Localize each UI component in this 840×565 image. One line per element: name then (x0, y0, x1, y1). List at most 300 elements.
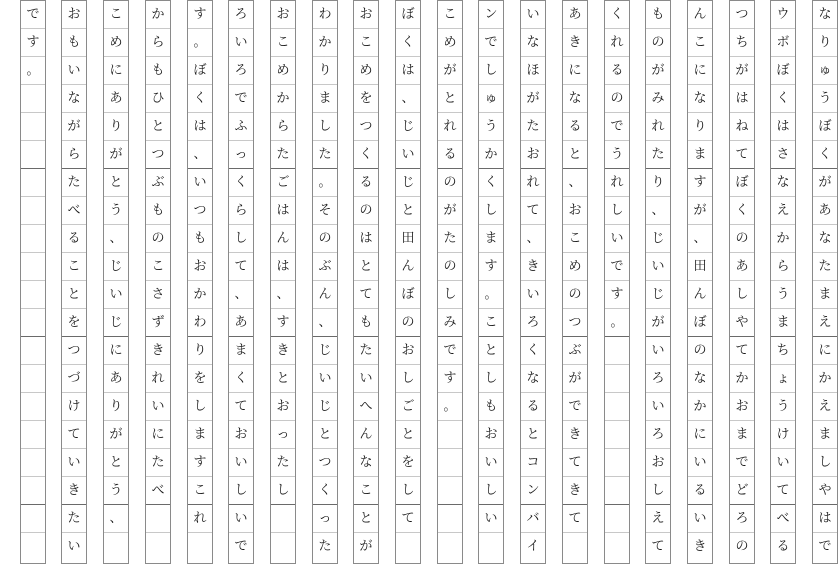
manuscript-cell: え (771, 197, 795, 225)
manuscript-cell (21, 225, 45, 253)
manuscript-cell: ど (730, 477, 754, 505)
manuscript-cell (438, 449, 462, 477)
manuscript-cell: お (479, 421, 503, 449)
manuscript-cell: る (521, 393, 545, 421)
manuscript-cell: き (62, 477, 86, 505)
manuscript-cell: て (730, 337, 754, 365)
manuscript-cell: た (62, 169, 86, 197)
manuscript-cell: じ (396, 113, 420, 141)
manuscript-cell: と (62, 281, 86, 309)
manuscript-cell: く (479, 169, 503, 197)
manuscript-cell: で (818, 539, 832, 554)
manuscript-cell: ん (271, 225, 295, 253)
manuscript-cell: か (771, 225, 795, 253)
manuscript-cell: 、 (104, 505, 128, 533)
manuscript-cell: く (521, 337, 545, 365)
manuscript-cell: ぶ (146, 169, 170, 197)
manuscript-cell: の (146, 225, 170, 253)
manuscript-cell: し (396, 477, 420, 505)
manuscript-cell: こ (104, 1, 128, 29)
manuscript-cell: え (646, 505, 670, 533)
manuscript-cell: く (354, 141, 378, 169)
manuscript-cell: べ (62, 197, 86, 225)
manuscript-cell: き (271, 337, 295, 365)
manuscript-cell: が (438, 57, 462, 85)
manuscript-cell: へ (354, 393, 378, 421)
manuscript-column (478, 0, 504, 564)
manuscript-cell: て (62, 421, 86, 449)
manuscript-cell: 。 (438, 393, 462, 421)
manuscript-cell: あ (104, 85, 128, 113)
manuscript-cell: し (396, 365, 420, 393)
manuscript-cell: き (693, 539, 707, 554)
manuscript-cell: る (605, 57, 629, 85)
manuscript-cell: 。 (313, 169, 337, 197)
manuscript-cell: 、 (313, 309, 337, 337)
manuscript-cell (21, 281, 45, 309)
manuscript-cell: ん (354, 421, 378, 449)
manuscript-cell: し (479, 197, 503, 225)
manuscript-cell (21, 505, 45, 533)
manuscript-cell: じ (396, 169, 420, 197)
manuscript-cell: ょ (771, 365, 795, 393)
manuscript-cell: で (21, 1, 45, 29)
manuscript-cell: す (188, 1, 212, 29)
manuscript-cell: た (313, 141, 337, 169)
manuscript-cell: ら (62, 141, 86, 169)
manuscript-cell: か (313, 29, 337, 57)
manuscript-cell: ん (396, 253, 420, 281)
manuscript-cell: う (104, 477, 128, 505)
manuscript-column (61, 0, 87, 564)
manuscript-cell: し (271, 477, 295, 505)
manuscript-cell: ま (730, 421, 754, 449)
manuscript-cell: え (813, 393, 837, 421)
manuscript-cell: ぶ (313, 253, 337, 281)
manuscript-cell: ら (146, 29, 170, 57)
manuscript-cell: ウ (771, 1, 795, 29)
manuscript-cell: 、 (271, 281, 295, 309)
manuscript-cell: れ (146, 365, 170, 393)
manuscript-cell: れ (438, 113, 462, 141)
manuscript-cell: お (646, 449, 670, 477)
manuscript-cell: つ (62, 337, 86, 365)
manuscript-cell: わ (313, 1, 337, 29)
manuscript-cell: で (438, 337, 462, 365)
manuscript-cell: う (813, 85, 837, 113)
manuscript-cell: ろ (646, 365, 670, 393)
manuscript-cell (396, 533, 420, 561)
manuscript-cell: い (229, 449, 253, 477)
manuscript-column (604, 0, 630, 564)
manuscript-cell: で (234, 539, 248, 554)
manuscript-cell: づ (62, 365, 86, 393)
manuscript-column (437, 0, 463, 564)
manuscript-cell: い (62, 57, 86, 85)
manuscript-cell: に (104, 57, 128, 85)
manuscript-cell: め (354, 57, 378, 85)
manuscript-cell: も (354, 309, 378, 337)
manuscript-cell: を (188, 365, 212, 393)
manuscript-cell: ぼ (813, 113, 837, 141)
manuscript-cell: ぼ (396, 281, 420, 309)
manuscript-cell (21, 141, 45, 169)
manuscript-cell: な (62, 85, 86, 113)
manuscript-cell (563, 533, 587, 561)
manuscript-cell: け (771, 421, 795, 449)
manuscript-cell: と (396, 197, 420, 225)
manuscript-cell: し (229, 225, 253, 253)
manuscript-cell: と (104, 449, 128, 477)
manuscript-cell: く (396, 29, 420, 57)
manuscript-cell: す (688, 169, 712, 197)
manuscript-cell: を (396, 449, 420, 477)
manuscript-cell: な (688, 85, 712, 113)
manuscript-cell: こ (479, 309, 503, 337)
manuscript-cell: ゅ (479, 85, 503, 113)
manuscript-cell: た (318, 539, 332, 554)
manuscript-column (187, 0, 213, 564)
manuscript-cell: ま (813, 421, 837, 449)
manuscript-cell: め (271, 57, 295, 85)
manuscript-cell: み (438, 309, 462, 337)
manuscript-cell: ち (771, 337, 795, 365)
manuscript-cell (605, 449, 629, 477)
manuscript-cell: お (354, 1, 378, 29)
manuscript-cell: こ (354, 477, 378, 505)
manuscript-cell: 田 (396, 225, 420, 253)
manuscript-cell: コ (521, 449, 545, 477)
manuscript-cell: ぼ (396, 1, 420, 29)
manuscript-cell: ゅ (813, 57, 837, 85)
manuscript-cell: お (188, 253, 212, 281)
manuscript-column (103, 0, 129, 564)
manuscript-cell (21, 421, 45, 449)
manuscript-cell: く (605, 1, 629, 29)
manuscript-cell: に (688, 421, 712, 449)
manuscript-cell: と (479, 337, 503, 365)
manuscript-cell: に (104, 337, 128, 365)
manuscript-cell: た (271, 449, 295, 477)
manuscript-cell: ま (813, 281, 837, 309)
manuscript-cell: し (479, 365, 503, 393)
manuscript-cell: ろ (730, 505, 754, 533)
manuscript-cell: と (563, 141, 587, 169)
manuscript-cell: く (771, 85, 795, 113)
manuscript-cell: つ (188, 197, 212, 225)
manuscript-cell: 、 (688, 225, 712, 253)
manuscript-cell: ひ (146, 85, 170, 113)
manuscript-cell: が (813, 169, 837, 197)
manuscript-cell: 、 (646, 197, 670, 225)
manuscript-cell: の (605, 85, 629, 113)
manuscript-cell: じ (104, 253, 128, 281)
manuscript-cell: そ (313, 197, 337, 225)
manuscript-cell: は (771, 113, 795, 141)
manuscript-cell: た (146, 449, 170, 477)
manuscript-cell: 。 (605, 309, 629, 337)
manuscript-cell: す (21, 29, 45, 57)
manuscript-cell: つ (563, 309, 587, 337)
manuscript-cell (438, 421, 462, 449)
manuscript-cell (605, 421, 629, 449)
manuscript-cell: こ (146, 253, 170, 281)
manuscript-cell (605, 365, 629, 393)
manuscript-cell: し (479, 57, 503, 85)
manuscript-cell: う (479, 113, 503, 141)
manuscript-cell: べ (771, 505, 795, 533)
manuscript-cell: ら (771, 253, 795, 281)
manuscript-cell: き (563, 29, 587, 57)
manuscript-cell: こ (688, 29, 712, 57)
manuscript-cell: あ (104, 365, 128, 393)
manuscript-cell: お (396, 337, 420, 365)
manuscript-cell: て (651, 539, 665, 554)
manuscript-cell: で (605, 113, 629, 141)
manuscript-cell: し (313, 113, 337, 141)
manuscript-cell: さ (771, 141, 795, 169)
manuscript-cell (21, 393, 45, 421)
manuscript-cell: で (229, 85, 253, 113)
manuscript-cell: を (354, 85, 378, 113)
manuscript-cell: と (271, 365, 295, 393)
manuscript-cell: 、 (563, 169, 587, 197)
manuscript-cell: ま (688, 141, 712, 169)
manuscript-cell: り (646, 169, 670, 197)
manuscript-cell (188, 533, 212, 561)
manuscript-cell: と (354, 253, 378, 281)
manuscript-cell: は (730, 85, 754, 113)
manuscript-cell: 。 (21, 57, 45, 85)
manuscript-cell: ま (188, 421, 212, 449)
manuscript-column (770, 0, 796, 564)
manuscript-cell: が (104, 421, 128, 449)
manuscript-column (395, 0, 421, 564)
manuscript-cell: く (188, 85, 212, 113)
manuscript-cell: す (188, 449, 212, 477)
manuscript-cell: り (688, 113, 712, 141)
manuscript-cell: か (730, 365, 754, 393)
manuscript-cell: き (146, 337, 170, 365)
manuscript-cell: ま (313, 85, 337, 113)
manuscript-cell: し (813, 449, 837, 477)
manuscript-cell: れ (605, 169, 629, 197)
manuscript-cell: も (188, 225, 212, 253)
manuscript-cell (21, 337, 45, 365)
manuscript-cell: ご (271, 169, 295, 197)
manuscript-cell: の (646, 29, 670, 57)
manuscript-cell: つ (354, 113, 378, 141)
manuscript-cell: て (563, 449, 587, 477)
manuscript-cell: ん (313, 281, 337, 309)
manuscript-cell (104, 533, 128, 561)
manuscript-cell: と (146, 113, 170, 141)
manuscript-cell: い (646, 337, 670, 365)
manuscript-cell (605, 393, 629, 421)
manuscript-cell: き (563, 477, 587, 505)
manuscript-cell: つ (313, 449, 337, 477)
manuscript-cell: お (62, 1, 86, 29)
manuscript-cell: い (62, 449, 86, 477)
manuscript-cell: の (735, 539, 749, 554)
manuscript-cell: が (104, 141, 128, 169)
manuscript-cell: う (771, 281, 795, 309)
manuscript-cell: れ (646, 113, 670, 141)
manuscript-cell: あ (730, 253, 754, 281)
manuscript-cell: し (229, 477, 253, 505)
manuscript-cell: の (438, 253, 462, 281)
manuscript-column (270, 0, 296, 564)
manuscript-cell: ら (271, 113, 295, 141)
manuscript-cell: っ (229, 141, 253, 169)
manuscript-cell: な (521, 365, 545, 393)
manuscript-cell: ほ (521, 57, 545, 85)
manuscript-cell: し (188, 393, 212, 421)
manuscript-cell: あ (813, 197, 837, 225)
manuscript-cell (21, 169, 45, 197)
manuscript-cell (21, 309, 45, 337)
manuscript-cell: が (688, 197, 712, 225)
manuscript-cell: と (354, 505, 378, 533)
manuscript-cell: の (313, 225, 337, 253)
manuscript-cell: ん (688, 1, 712, 29)
manuscript-cell: え (813, 309, 837, 337)
manuscript-cell (605, 337, 629, 365)
manuscript-cell: と (396, 421, 420, 449)
manuscript-cell: た (813, 253, 837, 281)
manuscript-cell: て (771, 477, 795, 505)
manuscript-cell: も (146, 57, 170, 85)
manuscript-cell: い (313, 365, 337, 393)
manuscript-cell: が (62, 113, 86, 141)
manuscript-cell: な (813, 1, 837, 29)
manuscript-cell (271, 505, 295, 533)
manuscript-column (812, 0, 838, 564)
manuscript-cell: ろ (229, 1, 253, 29)
manuscript-cell: す (605, 281, 629, 309)
manuscript-cell (21, 533, 45, 561)
manuscript-column (20, 0, 46, 564)
manuscript-cell: れ (521, 169, 545, 197)
manuscript-cell: し (479, 477, 503, 505)
manuscript-cell: の (688, 337, 712, 365)
manuscript-cell: が (646, 57, 670, 85)
manuscript-cell: じ (646, 225, 670, 253)
manuscript-cell: い (146, 393, 170, 421)
manuscript-cell: じ (646, 281, 670, 309)
manuscript-cell: く (730, 197, 754, 225)
manuscript-cell: い (188, 169, 212, 197)
manuscript-cell: る (62, 225, 86, 253)
manuscript-cell: お (271, 393, 295, 421)
manuscript-cell: ぼ (188, 57, 212, 85)
manuscript-cell: 、 (521, 225, 545, 253)
manuscript-cell: な (813, 225, 837, 253)
manuscript-cell: い (229, 29, 253, 57)
manuscript-cell: わ (188, 309, 212, 337)
manuscript-cell: き (521, 253, 545, 281)
manuscript-cell: で (563, 393, 587, 421)
manuscript-cell: た (646, 141, 670, 169)
manuscript-cell: い (771, 449, 795, 477)
manuscript-cell: て (730, 141, 754, 169)
manuscript-cell: ま (771, 309, 795, 337)
manuscript-cell: や (730, 309, 754, 337)
manuscript-cell: が (646, 309, 670, 337)
manuscript-cell: た (354, 337, 378, 365)
manuscript-cell: あ (563, 1, 587, 29)
manuscript-cell: し (605, 197, 629, 225)
manuscript-cell: が (438, 197, 462, 225)
manuscript-cell: て (563, 505, 587, 533)
manuscript-cell: る (438, 141, 462, 169)
manuscript-cell: こ (271, 29, 295, 57)
manuscript-cell: て (396, 505, 420, 533)
manuscript-cell: お (271, 1, 295, 29)
manuscript-cell: ろ (521, 309, 545, 337)
manuscript-cell (605, 505, 629, 533)
manuscript-cell: ふ (229, 113, 253, 141)
manuscript-cell: か (146, 1, 170, 29)
manuscript-cell: め (438, 29, 462, 57)
manuscript-cell: り (188, 337, 212, 365)
manuscript-cell: め (104, 29, 128, 57)
manuscript-cell: バ (521, 505, 545, 533)
manuscript-cell: い (479, 449, 503, 477)
manuscript-cell (21, 253, 45, 281)
manuscript-cell: も (479, 393, 503, 421)
manuscript-cell: り (813, 29, 837, 57)
manuscript-cell: ご (396, 393, 420, 421)
manuscript-cell: じ (313, 337, 337, 365)
manuscript-cell: っ (313, 505, 337, 533)
manuscript-cell: い (688, 449, 712, 477)
manuscript-cell: た (438, 225, 462, 253)
manuscript-cell: な (563, 85, 587, 113)
manuscript-cell: も (62, 29, 86, 57)
manuscript-cell: の (354, 197, 378, 225)
manuscript-cell: も (146, 197, 170, 225)
manuscript-cell: の (563, 281, 587, 309)
manuscript-cell (438, 533, 462, 561)
manuscript-cell: 。 (479, 281, 503, 309)
manuscript-column (228, 0, 254, 564)
manuscript-cell (21, 477, 45, 505)
manuscript-cell: は (188, 113, 212, 141)
manuscript-cell: 。 (188, 29, 212, 57)
manuscript-cell (146, 533, 170, 561)
manuscript-cell: で (605, 253, 629, 281)
manuscript-cell: い (605, 225, 629, 253)
manuscript-cell (21, 197, 45, 225)
manuscript-cell: め (563, 253, 587, 281)
manuscript-cell: は (396, 57, 420, 85)
manuscript-cell: が (563, 365, 587, 393)
manuscript-cell: に (688, 57, 712, 85)
manuscript-cell (438, 505, 462, 533)
manuscript-cell: 、 (229, 281, 253, 309)
manuscript-column (520, 0, 546, 564)
manuscript-cell: て (521, 197, 545, 225)
manuscript-cell (605, 533, 629, 561)
manuscript-cell: い (229, 505, 253, 533)
manuscript-cell: る (688, 477, 712, 505)
manuscript-cell (21, 365, 45, 393)
manuscript-cell: こ (563, 225, 587, 253)
manuscript-column (312, 0, 338, 564)
manuscript-cell: 田 (688, 253, 712, 281)
manuscript-cell: す (438, 365, 462, 393)
